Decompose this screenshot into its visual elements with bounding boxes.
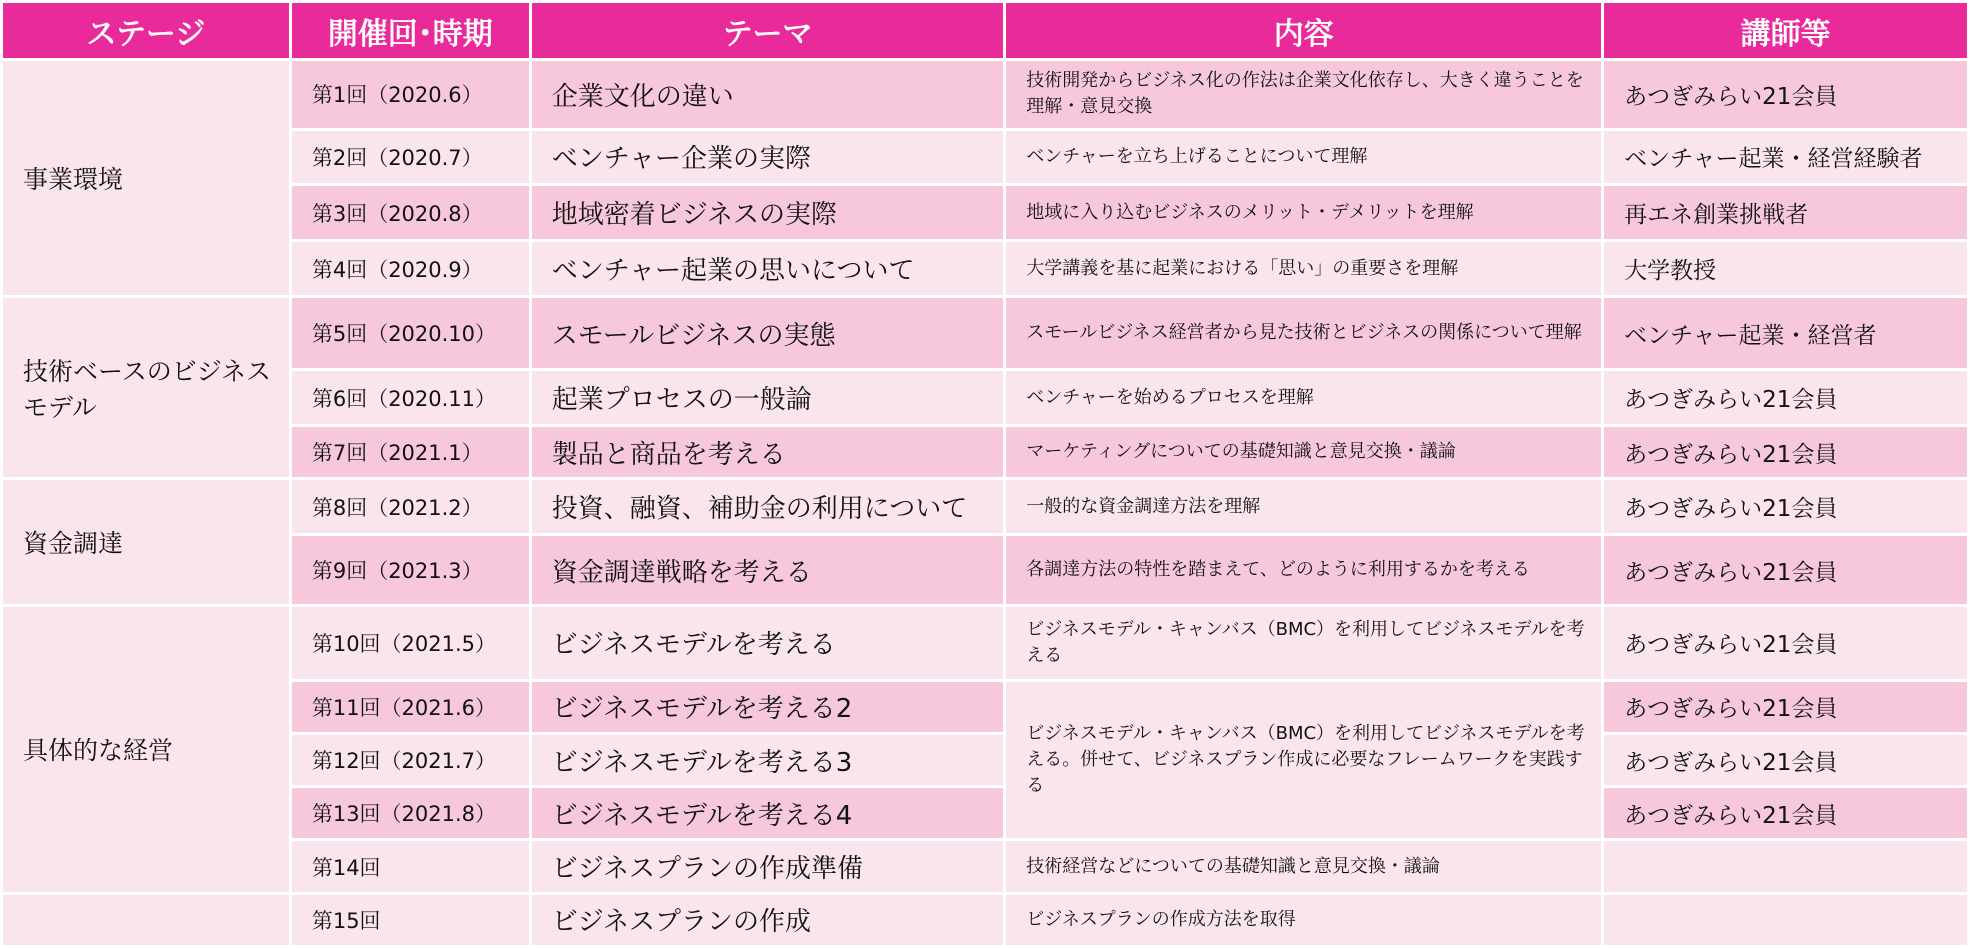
- table-row: [3, 298, 1967, 368]
- table-row: [3, 536, 1967, 604]
- stage-cell: 事業環境: [3, 61, 289, 295]
- instructor-cell: あつぎみらい21会員: [1604, 735, 1967, 785]
- theme-cell: ビジネスモデルを考える4: [532, 788, 1004, 838]
- content-cell: 技術経営などについての基礎知識と意見交換・議論: [1006, 841, 1601, 891]
- stage-cell: 技術ベースのビジネスモデル: [3, 298, 289, 477]
- session-cell: 第1回（2020.6）: [292, 61, 529, 128]
- instructor-cell: 大学教授: [1604, 242, 1967, 295]
- instructor-cell: あつぎみらい21会員: [1604, 480, 1967, 533]
- content-cell: 地域に入り込むビジネスのメリット・デメリットを理解: [1006, 186, 1601, 239]
- content-cell: スモールビジネス経営者から見た技術とビジネスの関係について理解: [1006, 298, 1601, 368]
- session-cell: 第12回（2021.7）: [292, 735, 529, 785]
- session-cell: 第5回（2020.10）: [292, 298, 529, 368]
- theme-cell: ベンチャー企業の実際: [532, 131, 1004, 184]
- session-cell: 第6回（2020.11）: [292, 371, 529, 424]
- instructor-cell: あつぎみらい21会員: [1604, 536, 1967, 604]
- table-row: [3, 682, 1967, 732]
- session-cell: 第3回（2020.8）: [292, 186, 529, 239]
- table-row: [3, 61, 1967, 128]
- content-cell: ビジネスプランの作成方法を取得: [1006, 895, 1601, 945]
- table-row: [3, 480, 1967, 533]
- table-row: [3, 735, 1967, 785]
- theme-cell: 資金調達戦略を考える: [532, 536, 1004, 604]
- content-cell: ベンチャーを始めるプロセスを理解: [1006, 371, 1601, 424]
- session-cell: 第15回: [292, 895, 529, 945]
- session-cell: 第14回: [292, 841, 529, 891]
- instructor-cell: あつぎみらい21会員: [1604, 371, 1967, 424]
- theme-cell: ビジネスプランの作成準備: [532, 841, 1004, 891]
- stage-cell: 資金調達: [3, 480, 289, 604]
- instructor-cell: 再エネ創業挑戦者: [1604, 186, 1967, 239]
- theme-cell: ビジネスプランの作成: [532, 895, 1004, 945]
- session-cell: 第11回（2021.6）: [292, 682, 529, 732]
- theme-cell: スモールビジネスの実態: [532, 298, 1004, 368]
- session-cell: 第13回（2021.8）: [292, 788, 529, 838]
- table-row: [3, 242, 1967, 295]
- content-cell: 大学講義を基に起業における「思い」の重要さを理解: [1006, 242, 1601, 295]
- header-theme: テーマ: [532, 3, 1004, 58]
- content-cell: 各調達方法の特性を踏まえて、どのように利用するかを考える: [1006, 536, 1601, 604]
- stage-cell: [3, 895, 289, 945]
- instructor-cell: ベンチャー起業・経営者: [1604, 298, 1967, 368]
- header-stage: ステージ: [3, 3, 289, 58]
- table-row: [3, 371, 1967, 424]
- table-row: [3, 788, 1967, 838]
- instructor-cell: あつぎみらい21会員: [1604, 607, 1967, 679]
- theme-cell: ビジネスモデルを考える2: [532, 682, 1004, 732]
- stage-cell: 具体的な経営: [3, 607, 289, 892]
- instructor-cell: あつぎみらい21会員: [1604, 427, 1967, 477]
- table-row: [3, 895, 1967, 945]
- instructor-cell: [1604, 895, 1967, 945]
- session-cell: 第9回（2021.3）: [292, 536, 529, 604]
- instructor-cell: ベンチャー起業・経営経験者: [1604, 131, 1967, 184]
- table-row: [3, 841, 1967, 891]
- instructor-cell: [1604, 841, 1967, 891]
- instructor-cell: あつぎみらい21会員: [1604, 682, 1967, 732]
- content-cell: マーケティングについての基礎知識と意見交換・議論: [1006, 427, 1601, 477]
- session-cell: 第7回（2021.1）: [292, 427, 529, 477]
- theme-cell: ビジネスモデルを考える3: [532, 735, 1004, 785]
- session-cell: 第8回（2021.2）: [292, 480, 529, 533]
- header-content: 内容: [1006, 3, 1601, 58]
- theme-cell: 企業文化の違い: [532, 61, 1004, 128]
- content-cell: ビジネスモデル・キャンバス（BMC）を利用してビジネスモデルを考える: [1006, 607, 1601, 679]
- header-instructor: 講師等: [1604, 3, 1967, 58]
- theme-cell: ベンチャー起業の思いについて: [532, 242, 1004, 295]
- header-session: 開催回･時期: [292, 3, 529, 58]
- content-cell-merged: ビジネスモデル・キャンバス（BMC）を利用してビジネスモデルを考える。併せて、ビジネスプラン作成に必要なフレームワークを実践する: [1006, 682, 1601, 839]
- theme-cell: 製品と商品を考える: [532, 427, 1004, 477]
- content-cell: ベンチャーを立ち上げることについて理解: [1006, 131, 1601, 184]
- theme-cell: 投資、融資、補助金の利用について: [532, 480, 1004, 533]
- session-cell: 第10回（2021.5）: [292, 607, 529, 679]
- theme-cell: 起業プロセスの一般論: [532, 371, 1004, 424]
- session-cell: 第4回（2020.9）: [292, 242, 529, 295]
- content-cell: 一般的な資金調達方法を理解: [1006, 480, 1601, 533]
- theme-cell: 地域密着ビジネスの実際: [532, 186, 1004, 239]
- table-row: [3, 607, 1967, 679]
- instructor-cell: あつぎみらい21会員: [1604, 788, 1967, 838]
- content-cell: 技術開発からビジネス化の作法は企業文化依存し、大きく違うことを理解・意見交換: [1006, 61, 1601, 128]
- instructor-cell: あつぎみらい21会員: [1604, 61, 1967, 128]
- table-row: [3, 186, 1967, 239]
- table-row: [3, 131, 1967, 184]
- theme-cell: ビジネスモデルを考える: [532, 607, 1004, 679]
- table-row: [3, 427, 1967, 477]
- session-cell: 第2回（2020.7）: [292, 131, 529, 184]
- header-row: [3, 3, 1967, 58]
